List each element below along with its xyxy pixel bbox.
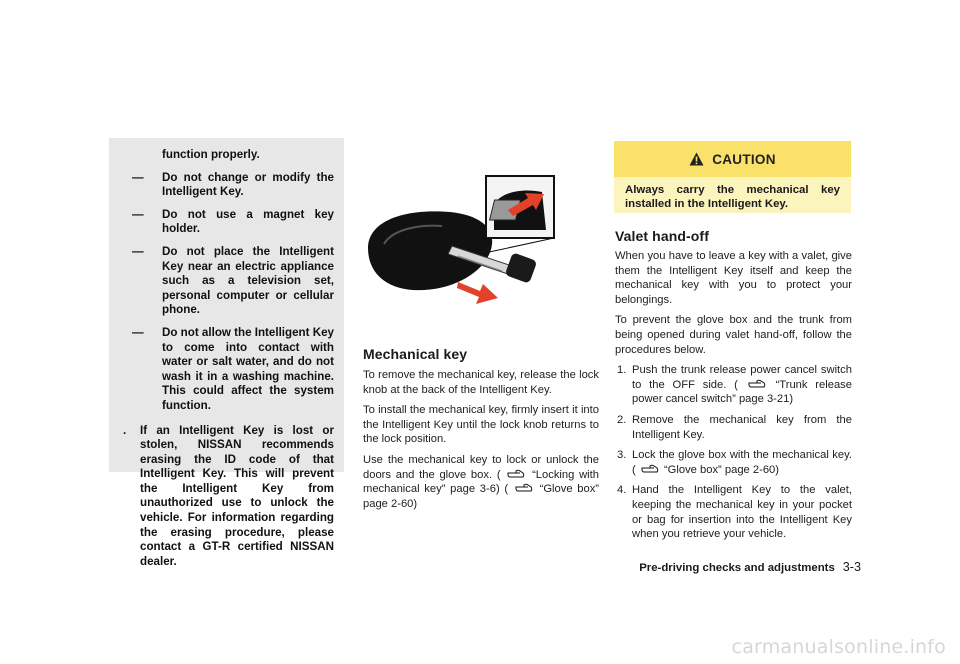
valet-para: When you have to leave a key with a valet, give them the Intelligent Key itself and keep the mechanical key with you to protect your belongings. bbox=[615, 250, 852, 306]
valet-heading: Valet hand-off bbox=[615, 228, 709, 244]
warning-dash-text: Do not use a magnet key holder. bbox=[162, 207, 334, 236]
caution-header bbox=[614, 141, 851, 177]
page-number: 3-3 bbox=[842, 560, 861, 574]
para-text: Use the mechanical key to lock or unlock the doors and the glove box. ( bbox=[363, 453, 599, 481]
mechanical-key-heading: Mechanical key bbox=[363, 346, 468, 362]
pointing-hand-icon bbox=[641, 464, 659, 474]
site-watermark: carmanualsonline.info bbox=[731, 636, 946, 658]
valet-step bbox=[615, 363, 852, 407]
step-text: “Glove box” page 2-60) bbox=[663, 463, 779, 476]
warning-dash-item bbox=[119, 208, 334, 237]
dash-mark: — bbox=[132, 207, 144, 221]
para-text: “Glove box” page 2-60) bbox=[363, 483, 600, 510]
valet-step bbox=[615, 483, 852, 541]
pull-arrow-icon bbox=[457, 282, 498, 304]
mechanical-key-para bbox=[363, 453, 599, 511]
step-number: 3. bbox=[617, 449, 627, 462]
caution-text: Always carry the mechanical key installed in the Intelligent Key. bbox=[625, 184, 840, 211]
caution-box bbox=[614, 141, 851, 213]
footer-section-title: Pre-driving checks and adjustments bbox=[639, 562, 835, 574]
page-footer bbox=[605, 560, 861, 574]
pointing-hand-icon bbox=[507, 469, 525, 479]
step-text: Push the trunk release power cancel switch to the OFF side. ( bbox=[632, 364, 852, 391]
key-head bbox=[505, 252, 538, 283]
dash-mark: — bbox=[132, 244, 144, 258]
warning-dash-item bbox=[119, 326, 334, 414]
step-number: 2. bbox=[617, 413, 627, 426]
pointing-hand-icon bbox=[748, 379, 766, 389]
mechanical-key-para: To remove the mechanical key, release the lock knob at the back of the Intelligent Key. bbox=[363, 369, 599, 396]
step-text: Lock the glove box with the mechanical key. ( bbox=[632, 449, 852, 476]
valet-section bbox=[615, 228, 852, 548]
step-number: 1. bbox=[617, 364, 627, 377]
dash-mark: — bbox=[132, 325, 144, 339]
warning-dash-text: Do not place the Intelligent Key near an electric appliance such as a television set, personal computer or cellular phone. bbox=[162, 244, 334, 317]
warning-dash-item bbox=[119, 245, 334, 318]
warning-continuation: function properly. bbox=[162, 148, 260, 161]
warning-box bbox=[109, 138, 344, 568]
mechanical-key-para: To install the mechanical key, firmly insert it into the Intelligent Key until the lock knob returns to the lock position. bbox=[363, 404, 599, 446]
warning-dash-text: Do not change or modify the Intelligent Key. bbox=[162, 170, 334, 199]
caution-title: CAUTION bbox=[712, 151, 776, 167]
warning-triangle-icon bbox=[689, 152, 704, 166]
step-text: Hand the Intelligent Key to the valet, keeping the mechanical key in your pocket or bag for insertion into the Intelligent Key when you retrieve your vehicle. bbox=[632, 484, 852, 541]
step-text: Remove the mechanical key from the Intelligent Key. bbox=[632, 413, 852, 441]
valet-para: To prevent the glove box and the trunk from being opened during valet hand-off, follow the procedures below. bbox=[615, 314, 852, 356]
para-text: “Locking with mechanical key” page 3-6) ( bbox=[363, 468, 599, 496]
valet-step bbox=[615, 413, 852, 442]
mechanical-key-section bbox=[363, 346, 599, 517]
pointing-hand-icon bbox=[515, 483, 533, 493]
warning-bullet-item bbox=[119, 424, 334, 570]
step-number: 4. bbox=[617, 484, 627, 497]
bullet-mark: . bbox=[123, 423, 127, 437]
dash-mark: — bbox=[132, 170, 144, 184]
mechanical-key-illustration bbox=[362, 170, 602, 330]
warning-bullet-text: If an Intelligent Key is lost or stolen, NISSAN recommends erasing the ID code of that Intelligent Key. This will prevent the Intelligent Key from unauthorized use to unlock the vehicle. For information regarding the erasing procedure, please contact a GT-R certified NISSAN dealer. bbox=[140, 423, 334, 568]
warning-dash-text: Do not allow the Intelligent Key to come into contact with water or salt water, and do not wash it in a washing machine. This could affect the system function. bbox=[162, 325, 334, 412]
valet-step bbox=[615, 448, 852, 477]
key-fob-body bbox=[368, 211, 492, 290]
warning-dash-item bbox=[119, 171, 334, 200]
step-text: “Trunk release power cancel switch” page 3-21) bbox=[632, 378, 853, 406]
